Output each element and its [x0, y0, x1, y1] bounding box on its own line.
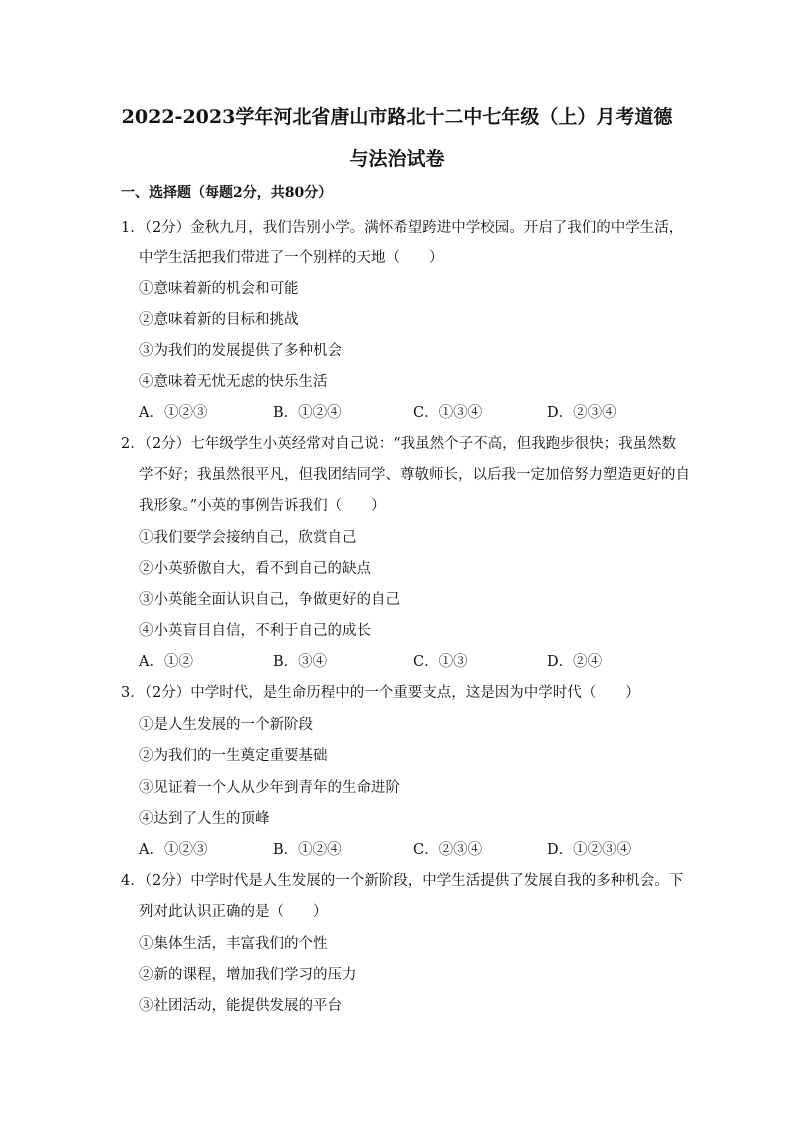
question-1-choice-a: A．①②③: [139, 405, 208, 421]
question-4-option-2: ②新的课程，增加我们学习的压力: [139, 967, 357, 983]
section-heading: 一、选择题（每题2分，共80分）: [121, 185, 333, 201]
question-1-option-4: ④意味着无忧无虑的快乐生活: [139, 374, 328, 390]
question-2-option-1: ①我们要学会接纳自己，欣赏自己: [139, 530, 357, 546]
question-3-stem: 3．（2分）中学时代，是生命历程中的一个重要支点，这是因为中学时代（ ）: [121, 685, 640, 701]
question-1-choice-b: B．①②④: [273, 405, 342, 421]
question-2-option-3: ③小英能全面认识自己，争做更好的自己: [139, 592, 400, 608]
question-3-option-3: ③见证着一个人从少年到青年的生命进阶: [139, 780, 400, 796]
question-4-option-1: ①集体生活，丰富我们的个性: [139, 936, 328, 952]
question-2-stem: 2．（2分）七年级学生小英经常对自己说：“我虽然个子不高，但我跑步很快；我虽然数: [121, 436, 677, 452]
exam-title-line-1: 2022-2023学年河北省唐山市路北十二中七年级（上）月考道德: [121, 106, 673, 128]
question-3-choice-a: A．①②③: [139, 842, 208, 858]
question-1-stem-cont: 中学生活把我们带进了一个别样的天地（ ）: [139, 250, 444, 266]
question-4-stem-cont: 列对此认识正确的是（ ）: [139, 904, 328, 920]
question-4-option-3: ③社团活动，能提供发展的平台: [139, 998, 342, 1014]
question-2-choice-b: B．③④: [273, 654, 328, 670]
question-3-option-2: ②为我们的一生奠定重要基础: [139, 748, 328, 764]
question-3-option-4: ④达到了人生的顶峰: [139, 811, 270, 827]
question-2-choice-c: C．①③: [413, 654, 468, 670]
question-3-option-1: ①是人生发展的一个新阶段: [139, 717, 313, 733]
question-2-stem-cont: 学不好；我虽然很平凡，但我团结同学、尊敬师长，以后我一定加倍努力塑造更好的自: [139, 467, 690, 483]
question-1-choice-d: D．②③④: [547, 405, 617, 421]
question-2-stem-cont: 我形象。”小英的事例告诉我们（ ）: [139, 498, 386, 514]
exam-title-line-2: 与法治试卷: [349, 148, 445, 170]
question-2-option-2: ②小英骄傲自大，看不到自己的缺点: [139, 561, 371, 577]
question-1-stem: 1．（2分）金秋九月，我们告别小学。满怀希望跨进中学校园。开启了我们的中学生活，: [121, 220, 684, 236]
question-1-choice-c: C．①③④: [413, 405, 483, 421]
question-3-choice-c: C．②③④: [413, 842, 483, 858]
question-2-choice-d: D．②④: [547, 654, 603, 670]
question-1-option-2: ②意味着新的目标和挑战: [139, 312, 299, 328]
question-3-choice-b: B．①②④: [273, 842, 342, 858]
question-1-option-3: ③为我们的发展提供了多种机会: [139, 343, 342, 359]
question-2-choice-a: A．①②: [139, 654, 193, 670]
question-4-stem: 4．（2分）中学时代是人生发展的一个新阶段，中学生活提供了发展自我的多种机会。下: [121, 873, 684, 889]
question-3-choice-d: D．①②③④: [547, 842, 632, 858]
question-1-option-1: ①意味着新的机会和可能: [139, 281, 299, 297]
question-2-option-4: ④小英盲目自信，不利于自己的成长: [139, 623, 371, 639]
